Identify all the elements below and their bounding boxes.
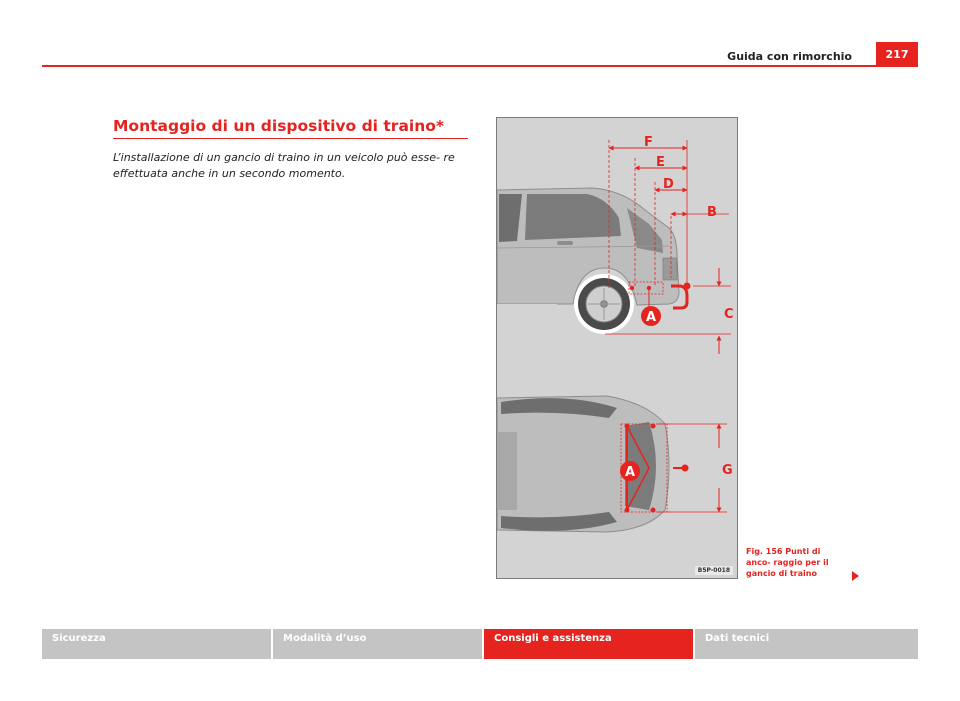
footer-tab-modalita-uso[interactable]: Modalità d’uso xyxy=(273,629,484,659)
footer-tab-sicurezza[interactable]: Sicurezza xyxy=(42,629,273,659)
chapter-title: Guida con rimorchio xyxy=(727,50,852,63)
label-a-top: A xyxy=(624,465,636,480)
figure-caption: Fig. 156 Punti di anco- raggio per il gancio di traino xyxy=(746,547,829,578)
footer-nav xyxy=(42,629,918,659)
label-e: E xyxy=(656,155,665,170)
header-rule xyxy=(42,65,918,67)
car-top-view xyxy=(497,396,727,532)
tow-hook-illustration xyxy=(497,118,737,578)
section-title: Montaggio di un dispositivo di traino* xyxy=(113,117,445,135)
section-rule xyxy=(113,138,468,139)
label-d: D xyxy=(663,177,674,192)
label-c: C xyxy=(724,307,734,322)
tow-hook-figure xyxy=(496,117,738,579)
label-f: F xyxy=(644,135,653,150)
page-number: 217 xyxy=(876,42,918,67)
label-b: B xyxy=(707,205,717,220)
footer-tab-dati-tecnici[interactable]: Dati tecnici xyxy=(695,629,918,659)
footer-tab-consigli-assistenza[interactable]: Consigli e assistenza xyxy=(484,629,695,659)
figure-code: B5P-0018 xyxy=(695,566,733,575)
continue-arrow-icon xyxy=(852,571,859,581)
section-intro: L’installazione di un gancio di traino in un veicolo può esse- re effettuata anche in un secondo momento. xyxy=(113,151,455,180)
label-g: G xyxy=(722,463,733,478)
label-a-side: A xyxy=(645,310,657,325)
